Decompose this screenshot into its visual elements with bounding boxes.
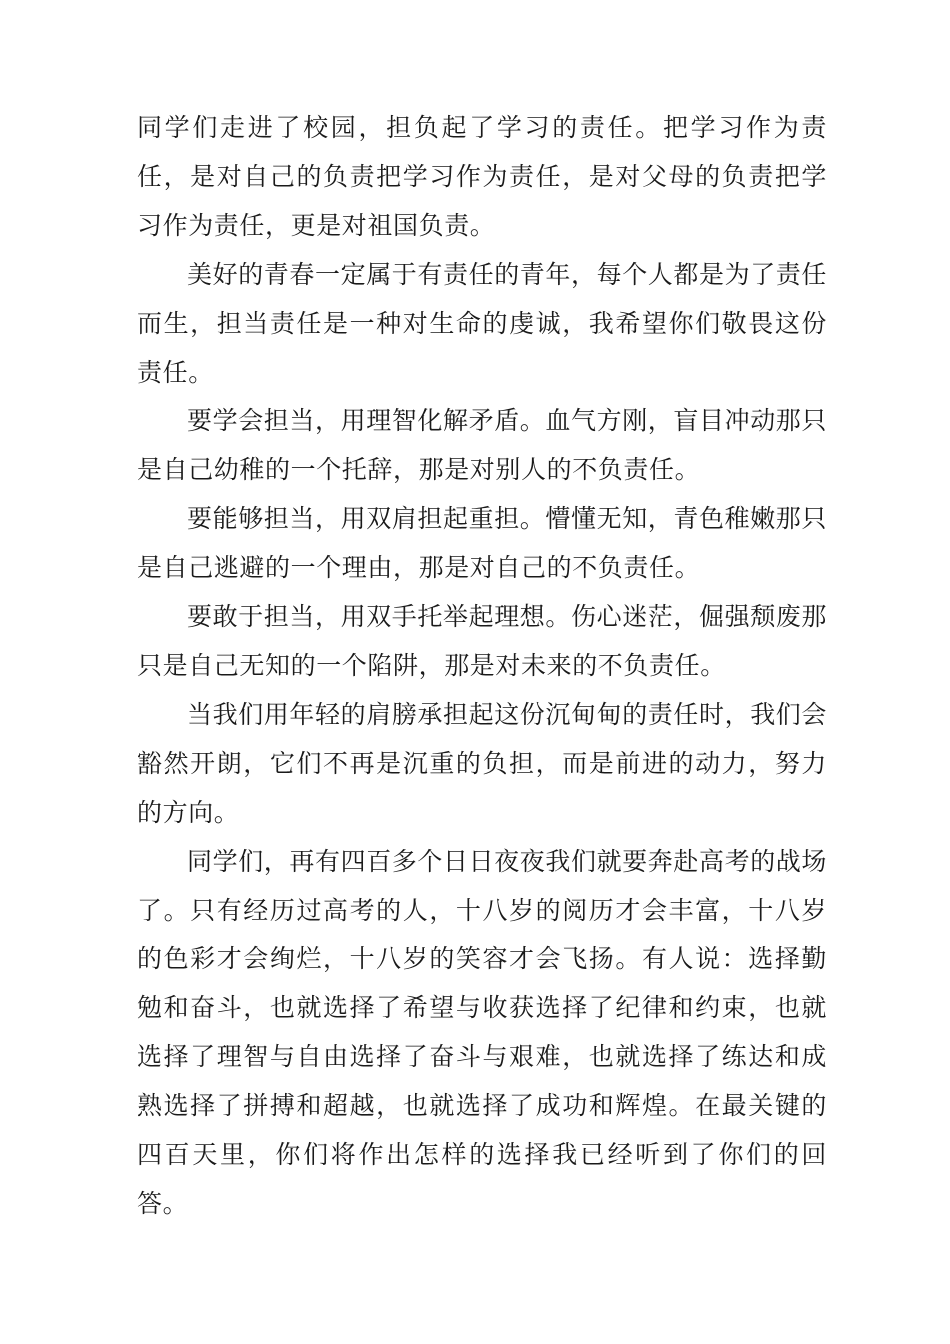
paragraph-1-continued: 同学们走进了校园，担负起了学习的责任。把学习作为责任，是对自己的负责把学习作为责任，是对父母的负责把学习作为责任，更是对祖国负责。 [137, 113, 827, 240]
paragraph-learn-to-bear: 要学会担当，用理智化解矛盾。血气方刚，盲目冲动那只是自己幼稚的一个托辞，那是对别人的不负责任。 [137, 406, 828, 485]
paragraph-shoulder-responsibility: 当我们用年轻的肩膀承担起这份沉甸甸的责任时，我们会豁然开朗，它们不再是沉重的负担，而是前进的动力，努力的方向。 [137, 699, 828, 827]
paragraph-gaokao-choice: 同学们，再有四百多个日日夜夜我们就要奔赴高考的战场了。只有经历过高考的人，十八岁的阅历才会丰富，十八岁的色彩才会绚烂，十八岁的笑容才会飞扬。有人说：选择勤勉和奋斗，也就选择了希望与收获选择了纪律和约束，也就选择了理智与自由选择了奋斗与艰难，也就选择了练达和成熟选择了拼搏和超越，也就选择了成功和辉煌。在最关键的四百天里，你们将作出怎样的选择我已经听到了你们的回答。 [137, 846, 828, 1218]
paragraph-youth-responsibility: 美好的青春一定属于有责任的青年，每个人都是为了责任而生，担当责任是一种对生命的虔诚，我希望你们敬畏这份责任。 [137, 259, 828, 387]
paragraph-dare-to-bear: 要敢于担当，用双手托举起理想。伤心迷茫，倔强颓废那只是自己无知的一个陷阱，那是对未来的不负责任。 [137, 602, 828, 680]
paragraph-able-to-bear: 要能够担当，用双肩担起重担。懵懂无知，青色稚嫩那只是自己逃避的一个理由，那是对自己的不负责任。 [137, 504, 828, 583]
document-body [137, 104, 827, 1229]
